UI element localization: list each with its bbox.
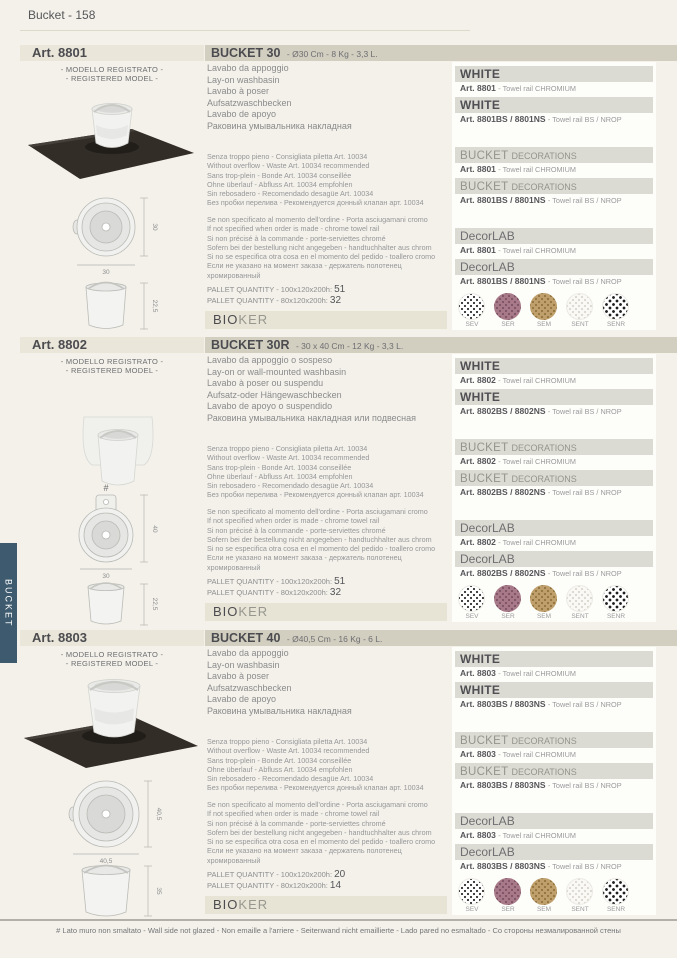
technical-drawing — [20, 483, 204, 633]
description-line: Lay-on or wall-mounted washbasin — [207, 366, 347, 377]
sidebar-tab-bucket[interactable]: BUCKET — [0, 543, 17, 663]
finish-article-line: Art. 8801 - Towel rail CHROMIUM — [460, 245, 577, 255]
decor-swatches — [455, 293, 653, 328]
note-line: Sin rebosadero - Recomendado desagüe Art. 10034 — [207, 774, 374, 784]
description-line: Lavabo de apoyo o suspendido — [207, 401, 333, 411]
product-photo — [20, 670, 204, 770]
note-line: Без пробки перелива - Рекомендуется донный клапан арт. 10034 — [207, 783, 424, 793]
description-line: Раковина умывальника накладная — [207, 705, 352, 716]
description-line: Lavabo da appoggio o sospeso — [207, 355, 333, 365]
finish-option — [455, 732, 653, 761]
finishes-panel — [452, 647, 656, 915]
footer-divider — [0, 919, 677, 921]
note-line: If not specified when order is made - chrome towel rail — [207, 516, 380, 526]
finish-option — [455, 178, 653, 207]
finish-article-line: Art. 8802 - Towel rail CHROMIUM — [460, 456, 577, 466]
pallet-quantity — [207, 869, 345, 891]
article-number: Art. 8801 — [20, 45, 204, 61]
brand-light: KER — [238, 897, 269, 912]
finish-list — [455, 358, 653, 580]
finish-list — [455, 66, 653, 288]
finish-article-line: Art. 8803 - Towel rail CHROMIUM — [460, 749, 577, 759]
finish-title-bar: DecorLAB — [455, 259, 653, 275]
finish-option — [455, 763, 653, 792]
finish-article-line: Art. 8802 - Towel rail CHROMIUM — [460, 537, 577, 547]
brand-light: KER — [238, 604, 269, 619]
product-header — [205, 45, 677, 61]
description-list — [207, 648, 352, 717]
swatch-item: SEV — [458, 293, 486, 328]
finish-option — [455, 520, 653, 549]
finish-list — [455, 651, 653, 873]
article-section-8802 — [0, 337, 677, 627]
finish-swatch — [566, 878, 593, 905]
note-line: Si no se especifica otra cosa en el momento del pedido - toallero cromo — [207, 544, 436, 554]
registered-model-label: - MODELLO REGISTRATO - - REGISTERED MODEL - — [60, 357, 164, 375]
finish-title-bar: BUCKET DECORATIONS — [455, 439, 653, 455]
registered-model-label: - MODELLO REGISTRATO - - REGISTERED MODEL - — [60, 65, 164, 83]
finish-title-bar: DecorLAB — [455, 844, 653, 860]
finish-title-bar: DecorLAB — [455, 520, 653, 536]
brand-bold: BIO — [213, 897, 239, 912]
swatch-item: SER — [494, 585, 522, 620]
description-line: Lavabo à poser ou suspendu — [207, 378, 324, 388]
description-list — [207, 355, 416, 424]
swatch-item: SENT — [566, 293, 594, 328]
finish-swatch — [602, 585, 629, 612]
brand-bold: BIO — [213, 312, 239, 327]
finish-article-line: Art. 8802BS / 8802NS - Towel rail BS / NROP — [460, 487, 622, 497]
svg-text:22,5: 22,5 — [151, 597, 158, 611]
note-line: Without overflow - Waste Art. 10034 recommended — [207, 453, 370, 463]
finish-option — [455, 147, 653, 176]
image-column — [20, 355, 204, 625]
finish-option — [455, 682, 653, 711]
article-number: Art. 8802 — [20, 337, 204, 353]
finish-title-bar: WHITE — [455, 682, 653, 698]
note-line: Sin rebosadero - Recomendado desagüe Art. 10034 — [207, 189, 374, 199]
product-photo — [20, 85, 204, 185]
finish-swatch — [566, 585, 593, 612]
finish-swatch — [530, 293, 557, 320]
technical-drawing — [20, 774, 204, 924]
pallet-quantity — [207, 284, 345, 306]
finish-article-line: Art. 8801 - Towel rail CHROMIUM — [460, 164, 577, 174]
note-line: Si no se especifica otra cosa en el momento del pedido - toallero cromo — [207, 252, 436, 262]
finish-swatch — [458, 293, 485, 320]
note-line: Se non specificato al momento dell'ordine - Porta asciugamani cromo — [207, 800, 428, 809]
finish-swatch — [458, 585, 485, 612]
pallet-quantity — [207, 576, 345, 598]
finish-title-bar: BUCKET DECORATIONS — [455, 763, 653, 779]
towel-rail-note — [207, 507, 447, 572]
finish-option — [455, 813, 653, 842]
description-line: Lavabo da appoggio — [207, 648, 289, 658]
finish-option — [455, 844, 653, 873]
finish-swatch — [530, 585, 557, 612]
note-line: Sans trop-plein - Bonde Art. 10034 conseillée — [207, 755, 352, 765]
description-line: Lavabo à poser — [207, 671, 270, 681]
note-line: Ohne überlauf - Abfluss Art. 10034 empfohlen — [207, 471, 353, 481]
swatch-item: SENT — [566, 878, 594, 913]
description-line: Lay-on washbasin — [207, 74, 280, 85]
svg-text:40: 40 — [151, 525, 158, 533]
article-section-8801 — [0, 45, 677, 335]
note-line: Senza troppo pieno - Consigliata piletta Art. 10034 — [207, 737, 368, 746]
finish-title-bar: DecorLAB — [455, 813, 653, 829]
note-line: Without overflow - Waste Art. 10034 recommended — [207, 746, 370, 756]
finish-title-bar: WHITE — [455, 651, 653, 667]
description-column — [207, 63, 447, 333]
finish-swatch — [566, 293, 593, 320]
pallet-line: PALLET QUANTITY - 80x120x200h: 32 — [207, 295, 342, 306]
brand-bar — [205, 311, 447, 329]
description-line: Aufsatzwaschbecken — [207, 682, 292, 693]
svg-text:40,5: 40,5 — [155, 807, 162, 821]
finish-option — [455, 439, 653, 468]
pallet-line: PALLET QUANTITY - 100x120x200h: 20 — [207, 869, 346, 880]
product-header — [205, 337, 677, 353]
note-line: Если не указано на момент заказа - держатель полотенец хромированный — [207, 846, 402, 865]
pallet-line: PALLET QUANTITY - 100x120x200h: 51 — [207, 284, 346, 295]
description-line: Lavabo à poser — [207, 86, 270, 96]
swatch-item: SENR — [602, 585, 630, 620]
finish-swatch — [530, 878, 557, 905]
finish-swatch — [494, 585, 521, 612]
finish-article-line: Art. 8803 - Towel rail CHROMIUM — [460, 830, 577, 840]
note-line: Sans trop-plein - Bonde Art. 10034 conseillée — [207, 170, 352, 180]
finish-title-bar: DecorLAB — [455, 228, 653, 244]
finish-option — [455, 228, 653, 257]
finish-title-bar: WHITE — [455, 358, 653, 374]
note-line: Si non précisé à la commande - porte-serviettes chromé — [207, 818, 386, 828]
pallet-line: PALLET QUANTITY - 80x120x200h: 32 — [207, 587, 342, 598]
note-line: Si non précisé à la commande - porte-serviettes chromé — [207, 525, 386, 535]
finish-title-bar: BUCKET DECORATIONS — [455, 178, 653, 194]
note-line: Ohne überlauf - Abfluss Art. 10034 empfohlen — [207, 179, 353, 189]
note-line: Se non specificato al momento dell'ordine - Porta asciugamani cromo — [207, 507, 428, 516]
page-title: Bucket - 158 — [28, 8, 96, 22]
finish-swatch — [494, 878, 521, 905]
towel-rail-note — [207, 215, 447, 280]
description-line: Раковина умывальника накладная — [207, 120, 352, 131]
finish-article-line: Art. 8803 - Towel rail CHROMIUM — [460, 668, 577, 678]
svg-text:30: 30 — [102, 269, 110, 276]
finish-article-line: Art. 8801 - Towel rail CHROMIUM — [460, 83, 577, 93]
note-line: Sofern bei der bestellung nicht angegeben - handtuchhalter aus chrom — [207, 242, 432, 252]
note-line: Se non specificato al momento dell'ordine - Porta asciugamani cromo — [207, 215, 428, 224]
note-line: Без пробки перелива - Рекомендуется донный клапан арт. 10034 — [207, 198, 424, 208]
product-specs: - 30 x 40 Cm - 12 Kg - 3,3 L. — [295, 341, 404, 351]
overflow-note — [207, 444, 424, 500]
finish-title-bar: BUCKET DECORATIONS — [455, 732, 653, 748]
note-line: Sofern bei der bestellung nicht angegeben - handtuchhalter aus chrom — [207, 827, 432, 837]
pallet-line: PALLET QUANTITY - 100x120x200h: 51 — [207, 576, 346, 587]
swatch-item: SER — [494, 878, 522, 913]
footer-note: # Lato muro non smaltato - Wall side not glazed - Non emaille a l'arriere - Seitenwand nicht emaillierte - Lado pared no esmaltado - Со стороны незмалированной стены — [56, 926, 621, 935]
note-line: Without overflow - Waste Art. 10034 recommended — [207, 161, 370, 171]
technical-drawing — [20, 191, 204, 341]
finish-title-bar: DecorLAB — [455, 551, 653, 567]
finish-swatch — [602, 293, 629, 320]
brand-light: KER — [238, 312, 269, 327]
product-specs: - Ø40,5 Cm - 16 Kg - 6 L. — [286, 634, 383, 644]
finishes-panel — [452, 354, 656, 622]
description-line: Lay-on washbasin — [207, 659, 280, 670]
finish-article-line: Art. 8802 - Towel rail CHROMIUM — [460, 375, 577, 385]
note-line: Если не указано на момент заказа - держатель полотенец хромированный — [207, 261, 402, 280]
swatch-item: SENT — [566, 585, 594, 620]
svg-text:#: # — [103, 483, 109, 493]
description-line: Lavabo de apoyo — [207, 109, 277, 119]
swatch-item: SEM — [530, 585, 558, 620]
note-line: Sofern bei der bestellung nicht angegeben - handtuchhalter aus chrom — [207, 534, 432, 544]
swatch-item: SENR — [602, 878, 630, 913]
article-number: Art. 8803 — [20, 630, 204, 646]
finish-article-line: Art. 8802BS / 8802NS - Towel rail BS / NROP — [460, 568, 622, 578]
description-line: Aufsatz-oder Hängewaschbecken — [207, 389, 342, 400]
note-line: Si non précisé à la commande - porte-serviettes chromé — [207, 233, 386, 243]
towel-rail-note — [207, 800, 447, 865]
finish-option — [455, 389, 653, 418]
finish-article-line: Art. 8803BS / 8803NS - Towel rail BS / NROP — [460, 780, 622, 790]
product-header — [205, 630, 677, 646]
svg-text:30: 30 — [151, 223, 158, 231]
overflow-note — [207, 152, 424, 208]
finish-swatch — [494, 293, 521, 320]
finish-title-bar: WHITE — [455, 97, 653, 113]
note-line: Без пробки перелива - Рекомендуется донный клапан арт. 10034 — [207, 490, 424, 500]
finish-article-line: Art. 8803BS / 8803NS - Towel rail BS / NROP — [460, 699, 622, 709]
brand-bar — [205, 603, 447, 621]
finish-title-bar: BUCKET DECORATIONS — [455, 470, 653, 486]
article-section-8803 — [0, 630, 677, 920]
description-list — [207, 63, 352, 132]
note-line: Sans trop-plein - Bonde Art. 10034 conseillée — [207, 462, 352, 472]
product-name: BUCKET 30 — [211, 46, 281, 60]
svg-text:40,5: 40,5 — [99, 858, 113, 865]
swatch-item: SEM — [530, 878, 558, 913]
description-line: Раковина умывальника накладная или подвесная — [207, 412, 417, 423]
note-line: Senza troppo pieno - Consigliata piletta Art. 10034 — [207, 444, 368, 453]
note-line: If not specified when order is made - chrome towel rail — [207, 809, 380, 819]
swatch-item: SEM — [530, 293, 558, 328]
image-column — [20, 648, 204, 918]
finish-title-bar: WHITE — [455, 389, 653, 405]
image-column — [20, 63, 204, 333]
finish-title-bar: BUCKET DECORATIONS — [455, 147, 653, 163]
svg-text:22,5: 22,5 — [151, 299, 158, 313]
description-line: Aufsatzwaschbecken — [207, 97, 292, 108]
description-line: Lavabo da appoggio — [207, 63, 289, 73]
description-column — [207, 648, 447, 918]
finish-swatch — [602, 878, 629, 905]
finish-article-line: Art. 8802BS / 8802NS - Towel rail BS / NROP — [460, 406, 622, 416]
header-divider — [20, 30, 470, 31]
note-line: If not specified when order is made - chrome towel rail — [207, 224, 380, 234]
finish-option — [455, 470, 653, 499]
note-line: Ohne überlauf - Abfluss Art. 10034 empfohlen — [207, 764, 353, 774]
product-specs: - Ø30 Cm - 8 Kg - 3,3 L. — [286, 49, 378, 59]
swatch-item: SEV — [458, 878, 486, 913]
note-line: Sin rebosadero - Recomendado desagüe Art. 10034 — [207, 481, 374, 491]
product-name: BUCKET 30R — [211, 338, 290, 352]
decor-swatches — [455, 585, 653, 620]
registered-model-label: - MODELLO REGISTRATO - - REGISTERED MODEL - — [60, 650, 164, 668]
swatch-item: SER — [494, 293, 522, 328]
brand-bold: BIO — [213, 604, 239, 619]
finish-option — [455, 551, 653, 580]
svg-text:30: 30 — [102, 573, 110, 580]
product-name: BUCKET 40 — [211, 631, 281, 645]
finish-title-bar: WHITE — [455, 66, 653, 82]
note-line: Senza troppo pieno - Consigliata piletta Art. 10034 — [207, 152, 368, 161]
brand-bar — [205, 896, 447, 914]
finish-article-line: Art. 8803BS / 8803NS - Towel rail BS / NROP — [460, 861, 622, 871]
swatch-item: SEV — [458, 585, 486, 620]
finish-option — [455, 358, 653, 387]
note-line: Если не указано на момент заказа - держатель полотенец хромированный — [207, 553, 402, 572]
description-line: Lavabo de apoyo — [207, 694, 277, 704]
finish-option — [455, 651, 653, 680]
finish-article-line: Art. 8801BS / 8801NS - Towel rail BS / NROP — [460, 276, 622, 286]
finish-article-line: Art. 8801BS / 8801NS - Towel rail BS / NROP — [460, 114, 622, 124]
finish-option — [455, 97, 653, 126]
finish-option — [455, 259, 653, 288]
finishes-panel — [452, 62, 656, 330]
finish-article-line: Art. 8801BS / 8801NS - Towel rail BS / NROP — [460, 195, 622, 205]
swatch-item: SENR — [602, 293, 630, 328]
decor-swatches — [455, 878, 653, 913]
note-line: Si no se especifica otra cosa en el momento del pedido - toallero cromo — [207, 837, 436, 847]
overflow-note — [207, 737, 424, 793]
svg-text:35: 35 — [155, 887, 162, 895]
finish-option — [455, 66, 653, 95]
finish-swatch — [458, 878, 485, 905]
description-column — [207, 355, 447, 625]
pallet-line: PALLET QUANTITY - 80x120x200h: 14 — [207, 880, 342, 891]
